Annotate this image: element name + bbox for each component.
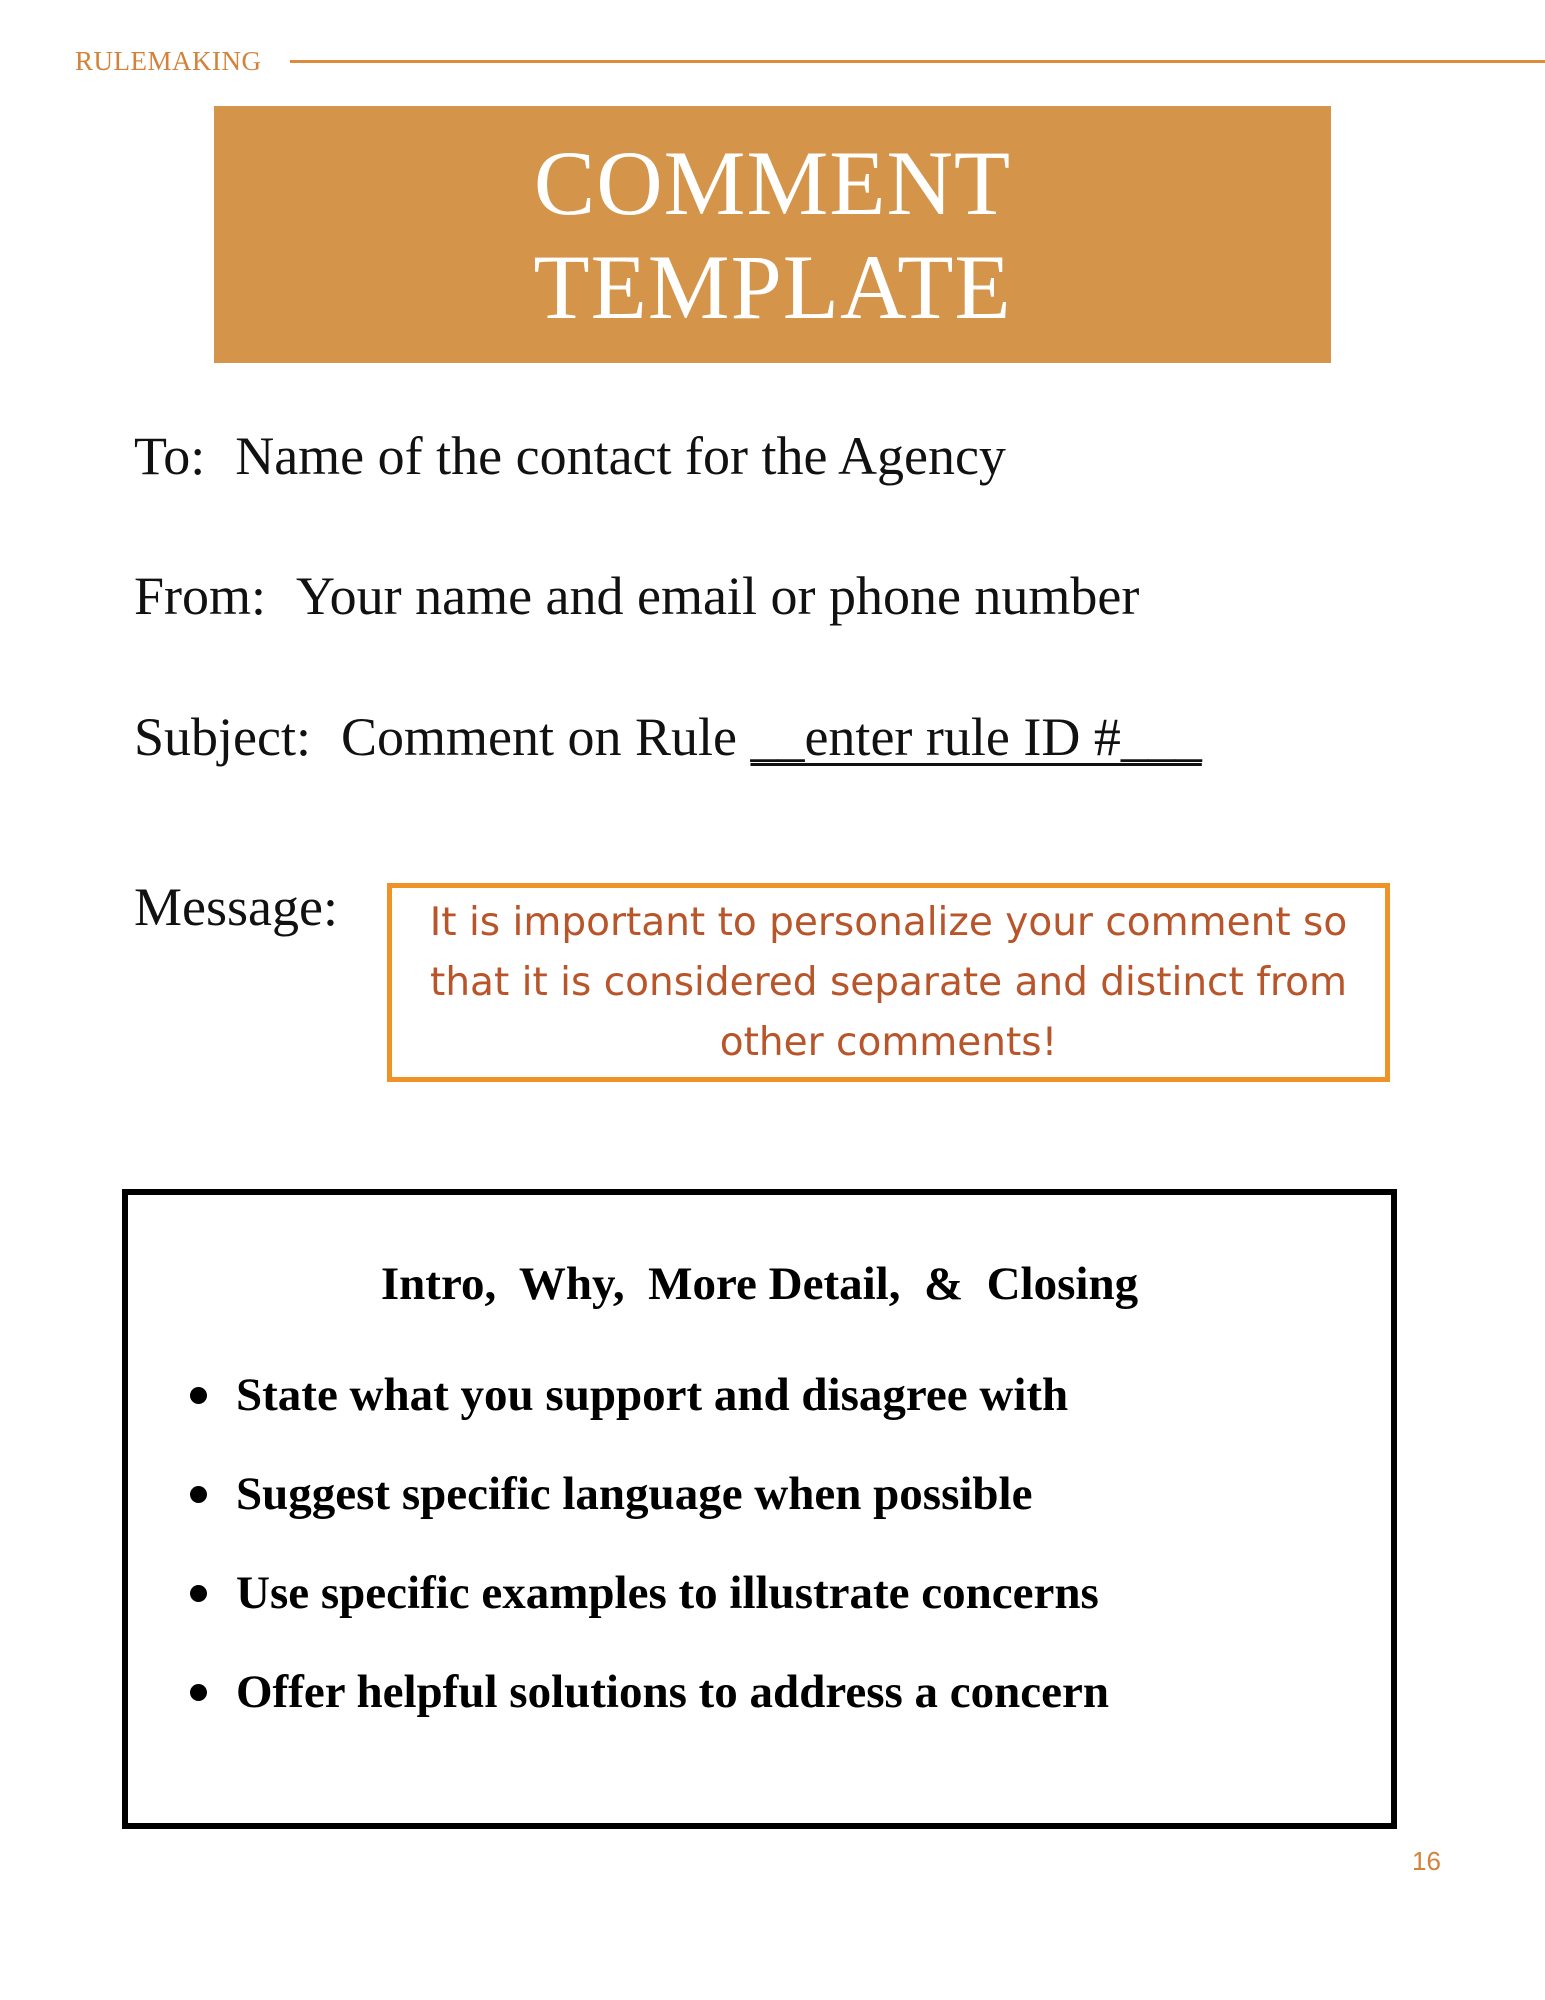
- tip-item: [190, 1561, 1109, 1660]
- from-field: [134, 565, 1139, 627]
- tip-text: Use specific examples to illustrate concerns: [236, 1567, 1099, 1619]
- to-value: Name of the contact for the Agency: [235, 426, 1006, 486]
- tip-item: [190, 1660, 1109, 1759]
- tips-box: [122, 1189, 1397, 1829]
- subject-field: [134, 706, 1202, 768]
- rule-id-placeholder: __enter rule ID #___: [750, 707, 1202, 767]
- page-title: [533, 131, 1011, 339]
- tips-heading: Intro, Why, More Detail, & Closing: [380, 1258, 1139, 1310]
- from-value: Your name and email or phone number: [296, 566, 1140, 626]
- tip-text: Offer helpful solutions to address a concern: [236, 1666, 1110, 1718]
- bullet-icon: [190, 1585, 207, 1602]
- tips-list: [190, 1363, 1109, 1759]
- message-label: Message:: [134, 877, 338, 937]
- subject-value: Comment on Rule: [340, 707, 737, 767]
- to-label: To:: [134, 426, 206, 486]
- bullet-icon: [190, 1684, 207, 1701]
- page-number: 16: [1412, 1846, 1441, 1876]
- personalize-note-text: It is important to personalize your comment so that it is considered separate and distinct from other comments!: [429, 899, 1348, 1065]
- title-line-2: TEMPLATE: [533, 235, 1012, 338]
- tip-text: State what you support and disagree with: [236, 1369, 1069, 1421]
- subject-label: Subject:: [134, 707, 311, 767]
- bullet-icon: [190, 1387, 207, 1404]
- title-banner: [214, 106, 1331, 363]
- tip-item: [190, 1363, 1109, 1462]
- section-label: RULEMAKING: [75, 46, 262, 76]
- title-line-1: COMMENT: [533, 131, 1012, 234]
- tip-item: [190, 1462, 1109, 1561]
- header-divider: [290, 60, 1545, 63]
- from-label: From:: [134, 566, 267, 626]
- bullet-icon: [190, 1486, 207, 1503]
- personalize-note-box: [387, 883, 1390, 1082]
- to-field: [134, 425, 1006, 487]
- tip-text: Suggest specific language when possible: [236, 1468, 1033, 1520]
